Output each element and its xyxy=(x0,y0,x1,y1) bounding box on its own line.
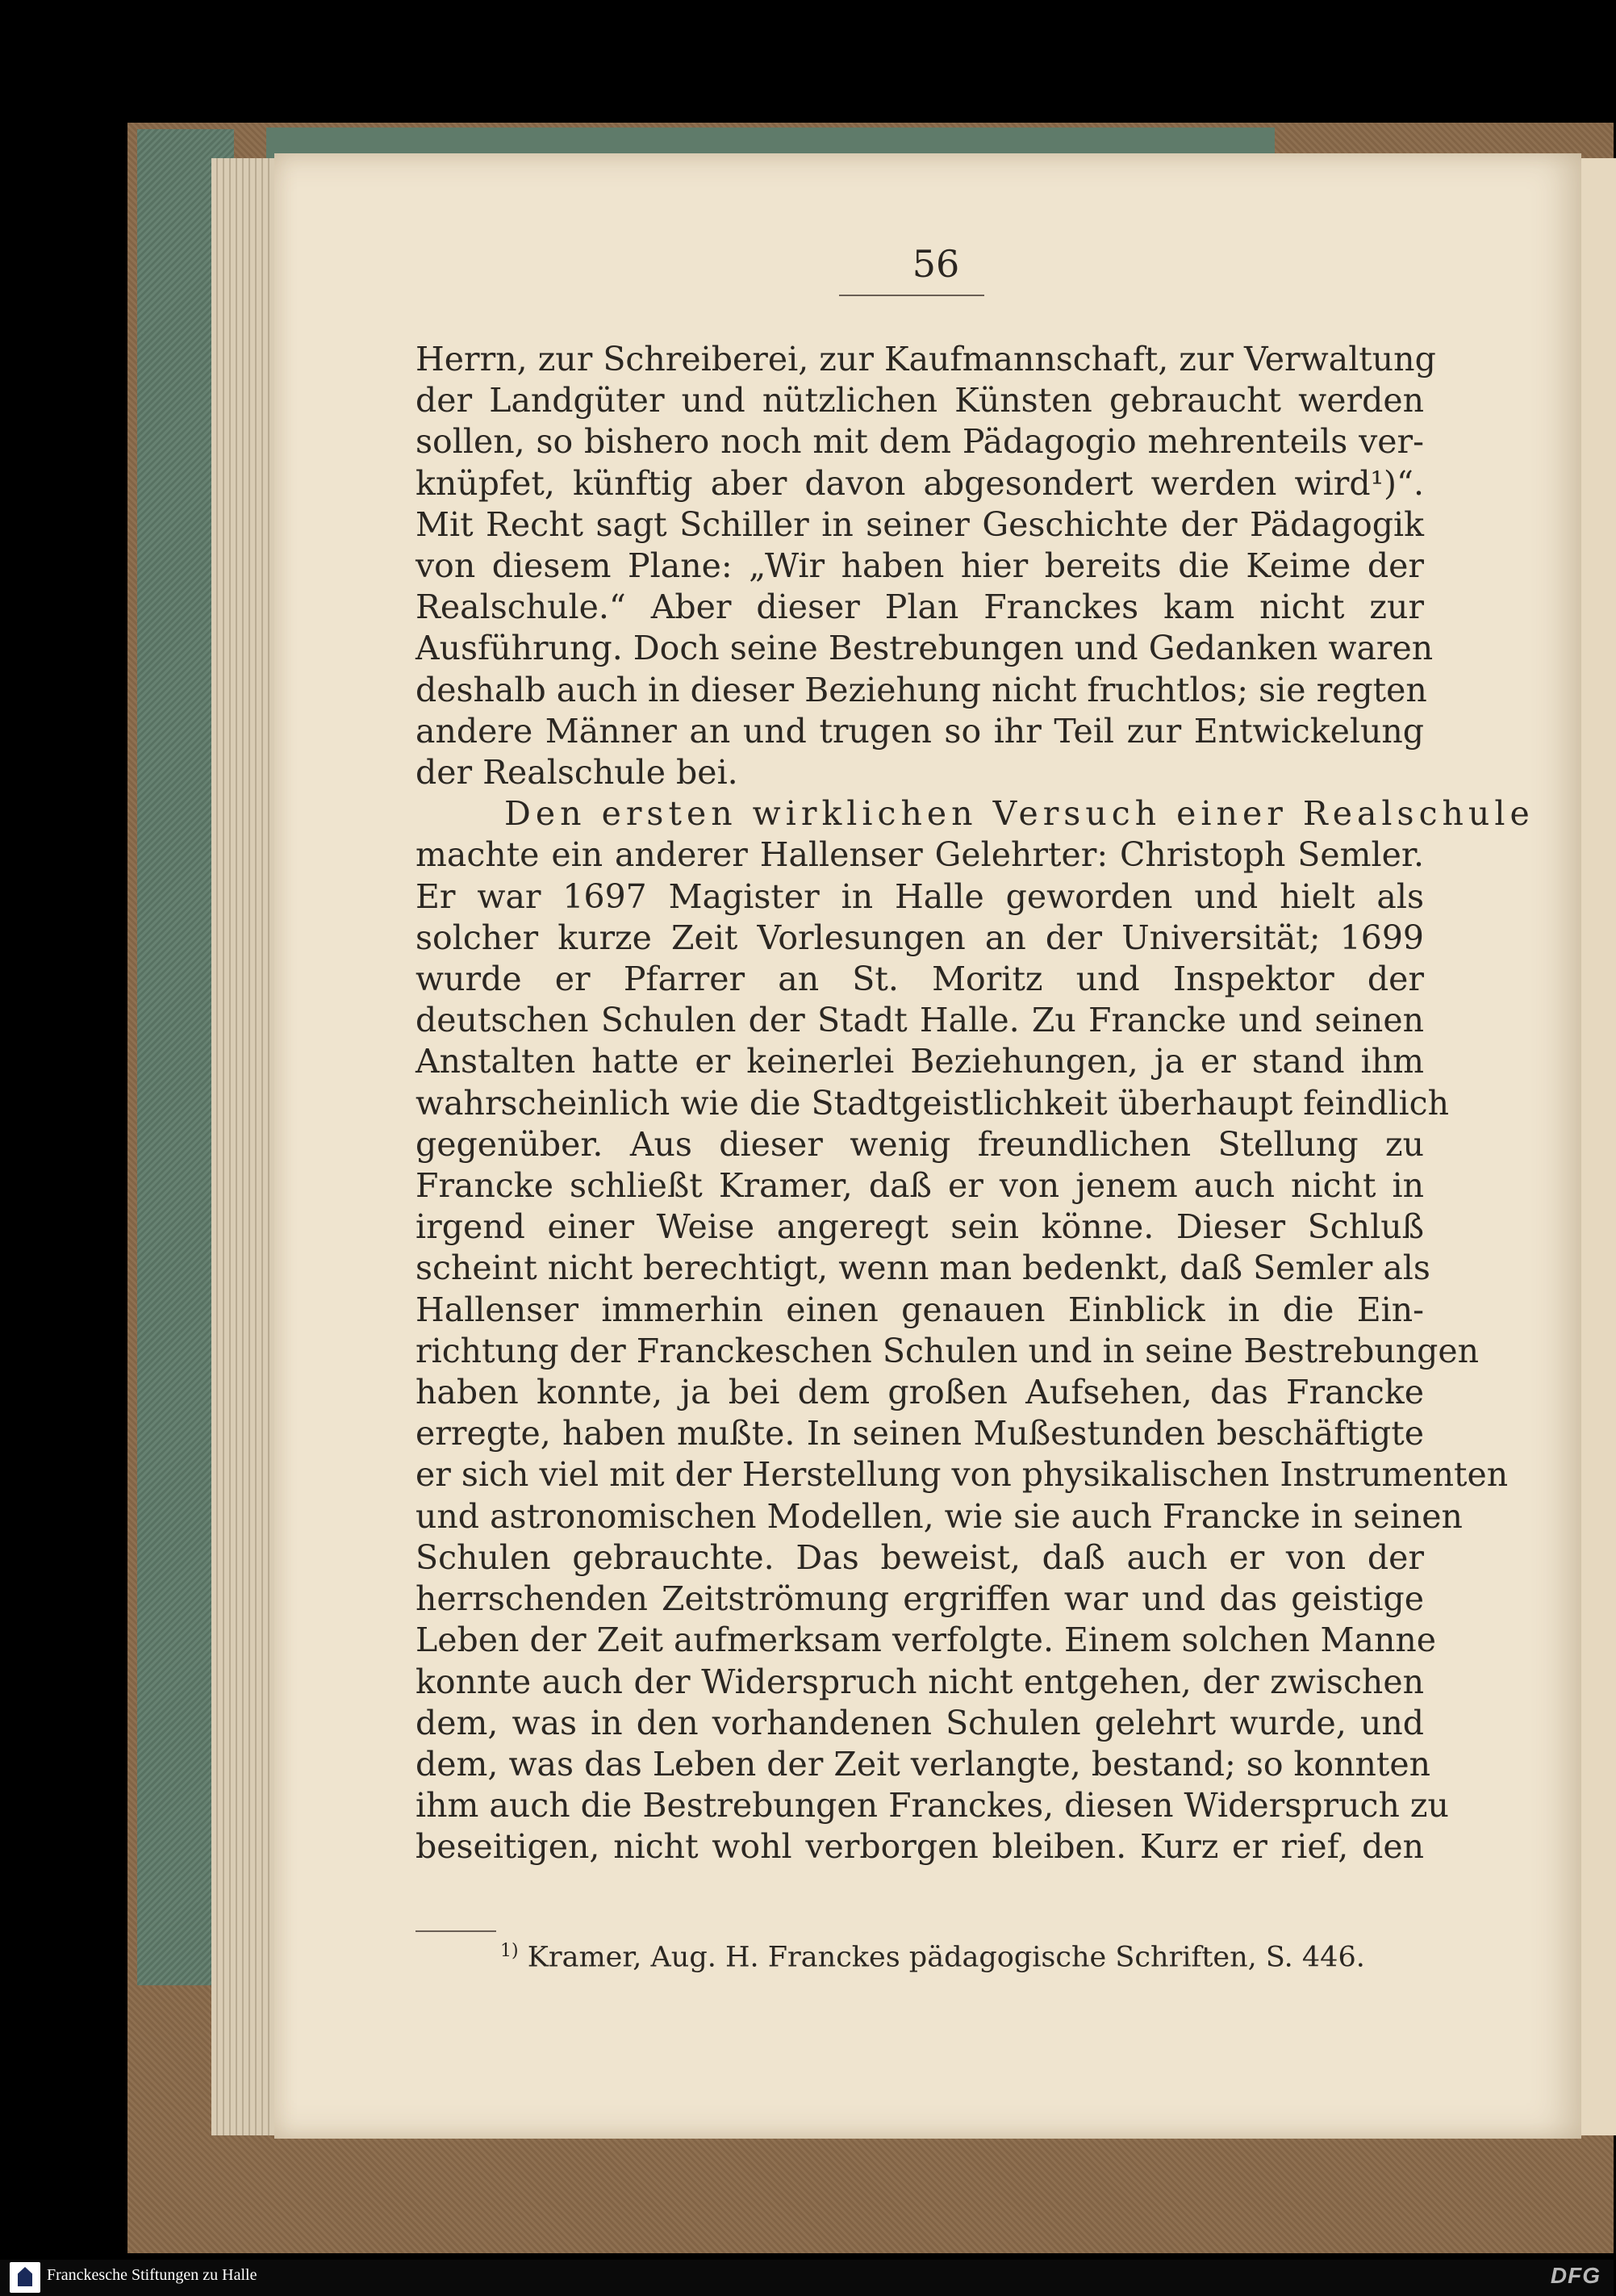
text-line: wahrscheinlich wie die Stadtgeistlichkeit überhaupt feindlich xyxy=(415,1083,1450,1123)
text-line: gegenüber. Aus dieser wenig freundlichen Stellung zu xyxy=(415,1124,1424,1164)
text-line: Francke schließt Kramer, daß er von jenem auch nicht in xyxy=(415,1166,1424,1206)
text-line: sollen, so bishero noch mit dem Pädagogio mehrenteils ver- xyxy=(415,422,1424,462)
footnote-text: Kramer, Aug. H. Franckes pädagogische Schriften, S. 446. xyxy=(527,1941,1365,1974)
francke-foundations-logo-icon xyxy=(10,2262,40,2293)
text-line: Hallenser immerhin einen genauen Einblick in die Ein- xyxy=(415,1290,1424,1329)
text-line: beseitigen, nicht wohl verborgen bleiben. Kurz er rief, den xyxy=(415,1827,1424,1867)
text-line: scheint nicht berechtigt, wenn man bedenkt, daß Semler als xyxy=(415,1248,1430,1288)
text-line: irgend einer Weise angeregt sein könne. Dieser Schluß xyxy=(415,1207,1424,1247)
text-line: von diesem Plane: „Wir haben hier bereits die Keime der xyxy=(415,546,1424,586)
text-line: knüpfet, künftig aber davon abgesondert werden wird¹)“. xyxy=(415,463,1424,503)
footer-institution: Franckesche Stiftungen zu Halle xyxy=(47,2266,257,2284)
text-line: Herrn, zur Schreiberei, zur Kaufmannschaft, zur Verwaltung xyxy=(415,340,1436,378)
text-line: deutschen Schulen der Stadt Halle. Zu Francke und seinen xyxy=(415,1001,1424,1040)
text-line: konnte auch der Widerspruch nicht entgehen, der zwischen xyxy=(415,1662,1424,1701)
footnote-rule xyxy=(415,1930,496,1932)
text-line: Mit Recht sagt Schiller in seiner Geschichte der Pädagogik xyxy=(415,504,1424,544)
text-line: er sich viel mit der Herstellung von physikalischen Instrumenten xyxy=(415,1455,1509,1495)
text-line: der Realschule bei. xyxy=(415,753,738,793)
text-line: dem, was in den vorhandenen Schulen gelehrt wurde, und xyxy=(415,1703,1424,1742)
text-line: Realschule.“ Aber dieser Plan Franckes kam nicht zur xyxy=(415,588,1424,627)
text-line: Schulen gebrauchte. Das beweist, daß auch er von der xyxy=(415,1537,1424,1577)
text-line: Den ersten wirklichen Versuch einer Realschule xyxy=(504,794,1535,834)
text-line: ihm auch die Bestrebungen Franckes, diesen Widerspruch zu xyxy=(415,1786,1449,1826)
page-edges xyxy=(211,158,284,2135)
text-line: richtung der Franckeschen Schulen und in seine Bestrebungen xyxy=(415,1331,1480,1370)
text-line: andere Männer an und trugen so ihr Teil zur Entwickelung xyxy=(415,711,1424,751)
text-line: wurde er Pfarrer an St. Moritz und Inspektor der xyxy=(415,960,1424,999)
text-line: herrschenden Zeitströmung ergriffen war und das geistige xyxy=(415,1579,1424,1619)
text-line: solcher kurze Zeit Vorlesungen an der Universität; 1699 xyxy=(415,918,1424,957)
page-number: 56 xyxy=(912,242,960,286)
text-line: Anstalten hatte er keinerlei Beziehungen, ja er stand ihm xyxy=(415,1042,1424,1081)
text-line: Leben der Zeit aufmerksam verfolgte. Einem solchen Manne xyxy=(415,1621,1437,1660)
text-line: erregte, haben mußte. In seinen Mußestunden beschäftigte xyxy=(415,1414,1424,1453)
footnote-marker: 1) xyxy=(500,1941,519,1961)
footnote xyxy=(500,1941,1428,1974)
page-number-rule xyxy=(839,295,984,296)
text-line: und astronomischen Modellen, wie sie auch Francke in seinen xyxy=(415,1496,1463,1536)
body-text xyxy=(415,339,1535,1868)
text-line: haben konnte, ja bei dem großen Aufsehen, das Francke xyxy=(415,1373,1424,1412)
text-line: dem, was das Leben der Zeit verlangte, bestand; so konnten xyxy=(415,1744,1431,1784)
text-line: machte ein anderer Hallenser Gelehrter: Christoph Semler. xyxy=(415,835,1424,875)
text-line: der Landgüter und nützlichen Künsten gebraucht werden xyxy=(415,381,1424,420)
footer-dfg-logo: DFG xyxy=(1550,2263,1601,2288)
text-line: Ausführung. Doch seine Bestrebungen und Gedanken waren xyxy=(415,629,1434,668)
text-line: deshalb auch in dieser Beziehung nicht fruchtlos; sie regten xyxy=(415,670,1427,709)
text-line: Er war 1697 Magister in Halle geworden und hielt als xyxy=(415,876,1424,916)
